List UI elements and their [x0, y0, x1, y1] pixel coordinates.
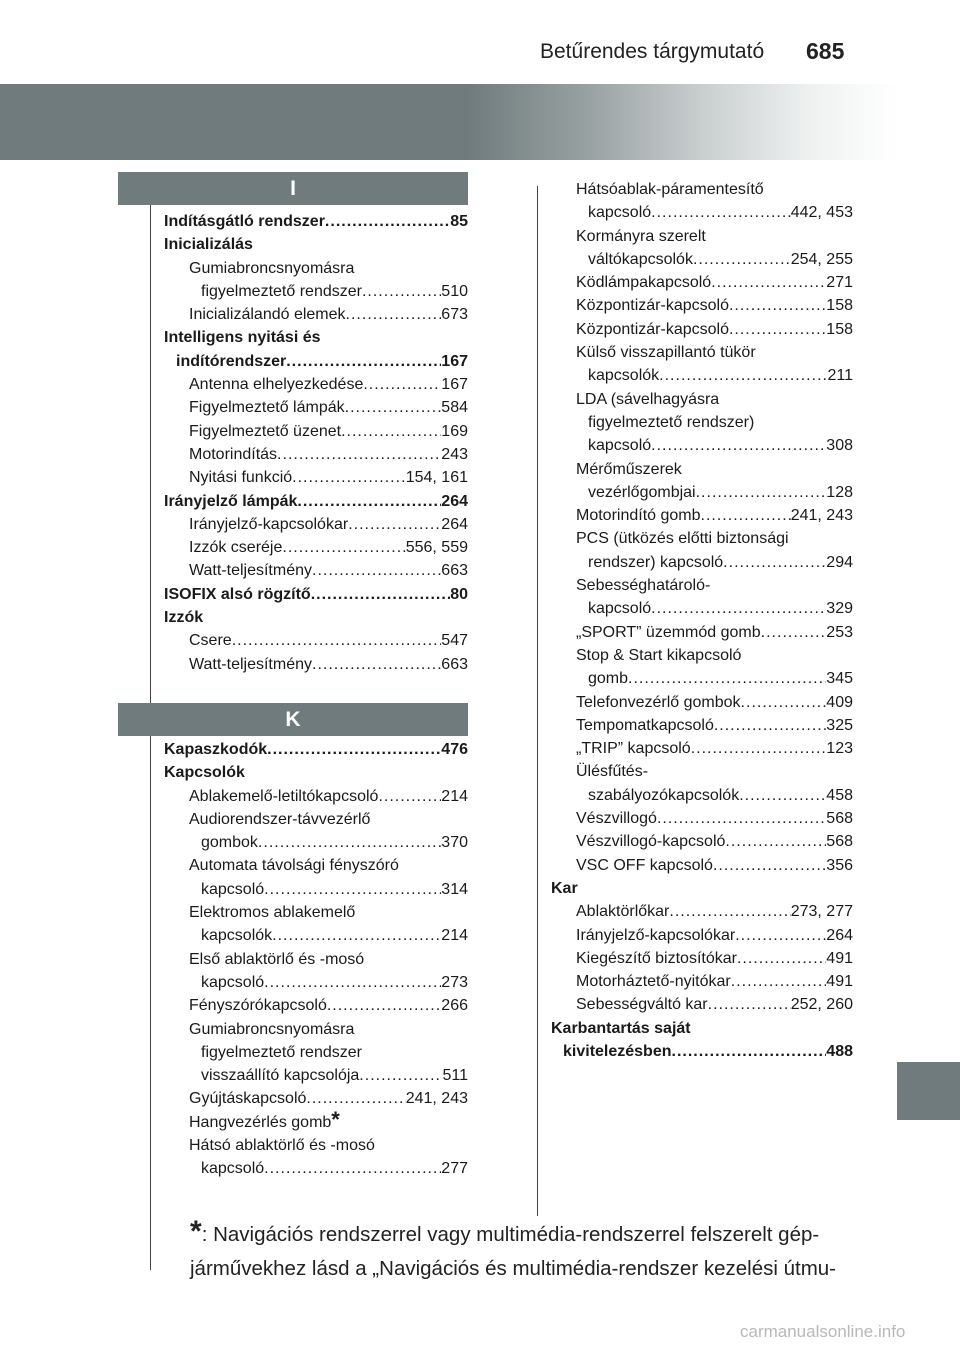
entry-text: VSC OFF kapcsoló	[576, 856, 713, 874]
entry-text: kapcsoló	[588, 204, 652, 222]
page-reference: 271	[826, 274, 853, 292]
index-entry	[551, 411, 853, 434]
dot-leader	[264, 1157, 441, 1180]
entry-text: szabályozókapcsolók	[588, 786, 740, 804]
dot-leader	[723, 551, 826, 574]
entry-text: ISOFIX alsó rögzítő	[164, 585, 311, 603]
dot-leader	[741, 691, 827, 714]
index-entry	[164, 350, 468, 373]
index-entry	[164, 1134, 468, 1157]
index-entry	[164, 536, 468, 559]
index-entry	[551, 434, 853, 457]
dot-leader	[327, 994, 441, 1017]
entry-text: Fényszórókapcsoló	[189, 997, 327, 1015]
dot-leader	[725, 830, 826, 853]
entry-text: kapcsoló	[201, 1160, 265, 1178]
page-reference: 277	[441, 1160, 468, 1178]
dot-leader	[701, 504, 791, 527]
index-entry	[551, 551, 853, 574]
page-reference: 476	[441, 741, 468, 758]
index-entry	[164, 513, 468, 536]
index-entry	[164, 373, 468, 396]
index-entry	[164, 994, 468, 1017]
entry-text: Karbantartás saját	[551, 1019, 691, 1037]
page-reference: 128	[826, 483, 853, 501]
page-reference: 243	[441, 445, 468, 463]
page-reference: 556, 559	[405, 539, 468, 557]
page-reference: 214	[441, 927, 468, 945]
dot-leader	[297, 490, 441, 513]
page-reference: 264	[441, 515, 468, 533]
dot-leader	[739, 784, 826, 807]
index-entry	[551, 481, 853, 504]
dot-leader	[651, 434, 826, 457]
page-reference: 264	[441, 492, 468, 510]
dot-leader	[729, 294, 826, 317]
dot-leader	[659, 364, 827, 387]
index-entry	[551, 341, 853, 364]
entry-text: Ablakemelő-letiltókapcsoló	[189, 787, 379, 805]
dot-leader	[669, 900, 790, 923]
running-header-title: Betűrendes tárgymutató	[540, 40, 765, 63]
page-reference: 158	[826, 297, 853, 315]
entry-text: Kapaszkodók	[164, 741, 268, 758]
page-reference: 294	[826, 553, 853, 571]
index-entry	[551, 574, 853, 597]
entry-text: Gumiabroncsnyomásra	[189, 259, 355, 277]
dot-leader	[359, 1064, 442, 1087]
index-entry	[164, 443, 468, 466]
index-entry	[164, 924, 468, 947]
page-reference: 510	[441, 282, 468, 300]
page-reference: 673	[441, 306, 468, 324]
page-reference: 511	[442, 1067, 468, 1085]
index-entry	[551, 597, 853, 620]
entry-text: Antenna elhelyezkedése	[189, 376, 364, 394]
entry-text: Hangvezérlés gomb	[189, 1113, 332, 1131]
entry-text: Irányjelző-kapcsolókar	[576, 926, 736, 944]
entry-text: Központizár-kapcsoló	[576, 297, 729, 315]
dot-leader	[761, 621, 827, 644]
entry-text: Ablaktörlőkar	[576, 903, 670, 921]
page-reference: 314	[441, 880, 468, 898]
index-entry	[551, 760, 853, 783]
index-entry	[551, 737, 853, 760]
entry-text: rendszer) kapcsoló	[588, 553, 724, 571]
entry-text: váltókapcsolók	[588, 250, 693, 268]
index-entry	[551, 225, 853, 248]
page-reference: 370	[441, 834, 468, 852]
entry-text: Ülésfűtés-	[576, 763, 649, 781]
dot-leader	[672, 1040, 827, 1063]
page-reference: 547	[441, 632, 468, 650]
dot-leader	[737, 947, 826, 970]
entry-text: Kormányra szerelt	[576, 227, 706, 245]
column-rule-left	[150, 204, 151, 1270]
index-entry	[551, 667, 853, 690]
index-entry	[551, 294, 853, 317]
index-entry	[164, 901, 468, 924]
page-reference: 568	[826, 833, 853, 851]
entry-text: Külső visszapillantó tükör	[576, 344, 756, 362]
entry-text: Izzók	[164, 609, 204, 627]
dot-leader	[362, 280, 441, 303]
page-reference: 169	[441, 422, 468, 440]
dot-leader	[346, 303, 442, 326]
chapter-thumb-tab	[897, 1062, 960, 1120]
entry-text: Stop & Start kikapcsoló	[576, 646, 742, 664]
index-entry	[164, 831, 468, 854]
index-entry	[551, 900, 853, 923]
page-reference: 458	[826, 786, 853, 804]
dot-leader	[312, 653, 441, 676]
entry-text: Irányjelző lámpák	[164, 492, 298, 510]
entry-text: kapcsoló	[588, 437, 652, 455]
entry-text: Hátsóablak-páramentesítő	[576, 181, 764, 198]
footnote	[190, 1215, 870, 1286]
page-reference: 308	[826, 437, 853, 455]
header-band	[0, 84, 897, 160]
entry-text: Watt-teljesítmény	[189, 562, 312, 580]
page-reference: 266	[441, 997, 468, 1015]
page-reference: 345	[826, 670, 853, 688]
index-column-i	[164, 210, 468, 676]
page-reference: 584	[441, 399, 468, 417]
dot-leader	[264, 971, 441, 994]
column-rule-middle	[537, 186, 538, 1216]
page-reference: 488	[826, 1042, 853, 1060]
dot-leader	[282, 536, 405, 559]
dot-leader	[691, 737, 827, 760]
dot-leader	[693, 248, 791, 271]
index-entry	[551, 854, 853, 877]
page-reference: 214	[441, 787, 468, 805]
dot-leader	[363, 373, 441, 396]
entry-text: Vészvillogó-kapcsoló	[576, 833, 726, 851]
entry-text: kapcsoló	[201, 973, 265, 991]
dot-leader	[341, 420, 441, 443]
page-reference: 123	[826, 740, 853, 758]
entry-text: PCS (ütközés előtti biztonsági	[576, 530, 789, 548]
page-reference: 158	[826, 320, 853, 338]
dot-leader	[258, 831, 441, 854]
dot-leader	[348, 513, 441, 536]
entry-text: Nyitási funkció	[189, 469, 293, 487]
entry-text: Izzók cseréje	[189, 539, 283, 557]
entry-text: Motorindító gomb	[576, 507, 701, 525]
index-entry	[551, 807, 853, 830]
dot-leader	[286, 350, 441, 373]
index-entry	[164, 257, 468, 280]
index-entry	[164, 303, 468, 326]
entry-text: Sebességhatároló-	[576, 577, 711, 595]
index-entry	[164, 738, 468, 761]
page-reference: 273, 277	[790, 903, 853, 921]
index-column-right	[551, 178, 853, 1063]
dot-leader	[714, 714, 826, 737]
dot-leader	[657, 807, 826, 830]
dot-leader	[232, 629, 442, 652]
entry-text: kapcsolók	[588, 367, 660, 385]
page-number: 685	[806, 38, 845, 64]
entry-text: Gumiabroncsnyomásra	[189, 1020, 355, 1038]
entry-text: Motorháztető-nyitókar	[576, 973, 731, 991]
page-reference: 568	[826, 810, 853, 828]
entry-text: figyelmeztető rendszer	[201, 282, 362, 300]
page-reference: 252, 260	[790, 996, 853, 1014]
entry-text: Vészvillogó	[576, 810, 657, 828]
entry-text: figyelmeztető rendszer)	[588, 413, 755, 431]
index-entry	[164, 878, 468, 901]
index-entry	[551, 830, 853, 853]
dot-leader	[264, 878, 441, 901]
page-reference: 663	[441, 562, 468, 580]
footnote-line-1: : Navigációs rendszerrel vagy multimédia-rendszerrel felszerelt gép-	[201, 1223, 820, 1246]
index-entry	[164, 606, 468, 629]
page-reference: 491	[826, 949, 853, 967]
entry-text: gomb	[588, 670, 629, 688]
index-entry	[164, 583, 468, 606]
page-reference: 241, 243	[405, 1090, 468, 1108]
dot-leader	[378, 785, 441, 808]
page-reference: 154, 161	[405, 469, 468, 487]
dot-leader	[735, 924, 826, 947]
footnote-asterisk: *	[190, 1215, 202, 1248]
page-reference: 241, 243	[790, 507, 853, 525]
index-entry	[551, 691, 853, 714]
section-header-k: K	[118, 703, 468, 736]
index-entry	[164, 326, 468, 349]
index-entry	[164, 948, 468, 971]
index-entry	[551, 993, 853, 1016]
dot-leader	[696, 481, 827, 504]
page-reference: 211	[827, 367, 853, 385]
entry-text: kivitelezésben	[563, 1042, 672, 1060]
entry-text: Inicializálandó elemek	[189, 306, 346, 324]
index-entry	[164, 1087, 468, 1110]
index-entry	[551, 970, 853, 993]
index-entry	[551, 504, 853, 527]
dot-leader	[267, 738, 441, 761]
index-entry	[551, 877, 853, 900]
entry-text: indítórendszer	[176, 352, 287, 370]
index-entry	[551, 1017, 853, 1040]
entry-text: Hátsó ablaktörlő és -mosó	[189, 1137, 375, 1155]
section-header-i: I	[118, 172, 468, 205]
dot-leader	[651, 597, 826, 620]
entry-text: Irányjelző-kapcsolókar	[189, 515, 349, 533]
entry-text: Kar	[551, 879, 578, 897]
index-entry	[164, 233, 468, 256]
page-reference: 254, 255	[790, 250, 853, 268]
index-entry	[164, 785, 468, 808]
page-reference: 253	[826, 623, 853, 641]
page-reference: 442, 453	[790, 204, 853, 222]
entry-text: kapcsoló	[588, 600, 652, 618]
entry-text: Első ablaktörlő és -mosó	[189, 950, 365, 968]
entry-text: Figyelmeztető üzenet	[189, 422, 342, 440]
index-entry	[551, 527, 853, 550]
entry-text: Csere	[189, 632, 232, 650]
entry-text: Automata távolsági fényszóró	[189, 857, 399, 875]
page-reference: 273	[441, 973, 468, 991]
entry-text: Indításgátló rendszer	[164, 213, 325, 230]
index-entry	[164, 629, 468, 652]
index-entry	[164, 808, 468, 831]
page-reference: 325	[826, 716, 853, 734]
index-entry	[164, 653, 468, 676]
entry-text: figyelmeztető rendszer	[201, 1043, 362, 1061]
dot-leader	[651, 201, 791, 224]
dot-leader	[713, 854, 826, 877]
dot-leader	[292, 466, 406, 489]
entry-text: Központizár-kapcsoló	[576, 320, 729, 338]
index-entry	[164, 1041, 468, 1064]
entry-text: LDA (sávelhagyásra	[576, 390, 720, 408]
dot-leader	[325, 210, 450, 233]
entry-text: visszaállító kapcsolója	[201, 1067, 360, 1085]
entry-text: Elektromos ablakemelő	[189, 904, 356, 922]
entry-text: Kiegészítő biztosítókar	[576, 949, 737, 967]
index-entry	[164, 1018, 468, 1041]
entry-text: Kapcsolók	[164, 764, 245, 782]
index-entry	[164, 420, 468, 443]
index-entry	[551, 924, 853, 947]
index-entry	[164, 210, 468, 233]
index-entry	[164, 280, 468, 303]
dot-leader	[272, 924, 441, 947]
entry-text: Sebességváltó kar	[576, 996, 708, 1014]
footnote-line-2: járművekhez lásd a „Navigációs és multimédia-rendszer kezelési útmu-	[190, 1257, 837, 1280]
index-entry	[551, 458, 853, 481]
entry-text: „SPORT” üzemmód gomb	[576, 623, 761, 641]
index-entry	[551, 248, 853, 271]
index-entry	[164, 761, 468, 784]
entry-text: Gyújtáskapcsoló	[189, 1090, 307, 1108]
index-entry	[551, 364, 853, 387]
entry-text: Motorindítás	[189, 445, 278, 463]
page-reference: 663	[441, 655, 468, 673]
page-reference: 329	[826, 600, 853, 618]
page-reference: 80	[450, 585, 468, 603]
index-entry	[551, 178, 853, 201]
index-entry	[164, 1064, 468, 1087]
dot-leader	[306, 1087, 405, 1110]
entry-text: gombok	[201, 834, 258, 852]
index-entry	[164, 396, 468, 419]
page-reference: 491	[826, 973, 853, 991]
index-entry	[551, 621, 853, 644]
index-entry	[551, 201, 853, 224]
dot-leader	[312, 559, 441, 582]
index-entry	[551, 714, 853, 737]
dot-leader	[277, 443, 441, 466]
entry-text: Figyelmeztető lámpák	[189, 399, 345, 417]
entry-text: Inicializálás	[164, 236, 253, 254]
entry-text: Watt-teljesítmény	[189, 655, 312, 673]
page-reference: 264	[826, 926, 853, 944]
index-entry	[551, 644, 853, 667]
entry-text: Audiorendszer-távvezérlő	[189, 810, 371, 828]
page-reference: 356	[826, 856, 853, 874]
index-entry	[164, 854, 468, 877]
index-entry	[551, 1040, 853, 1063]
page-reference: 167	[441, 376, 468, 394]
dot-leader	[731, 970, 827, 993]
entry-text: Intelligens nyitási és	[164, 329, 321, 347]
entry-text: „TRIP” kapcsoló	[576, 740, 691, 758]
index-entry	[164, 466, 468, 489]
entry-text: vezérlőgombjai	[588, 483, 696, 501]
entry-text: kapcsoló	[201, 880, 265, 898]
index-entry	[551, 318, 853, 341]
entry-text: Tempomatkapcsoló	[576, 716, 714, 734]
dot-leader	[729, 318, 826, 341]
dot-leader	[311, 583, 451, 606]
entry-text: Mérőműszerek	[576, 460, 682, 478]
index-entry	[164, 971, 468, 994]
dot-leader	[711, 271, 826, 294]
entry-text: kapcsolók	[201, 927, 273, 945]
page-reference: 409	[826, 693, 853, 711]
index-entry	[164, 559, 468, 582]
index-entry	[164, 490, 468, 513]
entry-text: Telefonvezérlő gombok	[576, 693, 741, 711]
watermark: carmanualsonline.info	[740, 1322, 906, 1341]
index-column-k	[164, 738, 468, 1181]
index-entry	[164, 1157, 468, 1180]
page-reference: 167	[441, 352, 468, 370]
index-entry	[551, 947, 853, 970]
dot-leader	[708, 993, 791, 1016]
dot-leader	[345, 396, 442, 419]
dot-leader	[628, 667, 826, 690]
page-reference: 85	[450, 213, 468, 230]
index-entry	[551, 388, 853, 411]
index-entry	[551, 784, 853, 807]
entry-text: Ködlámpakapcsoló	[576, 274, 712, 292]
index-entry	[551, 271, 853, 294]
index-entry: Hangvezérlés gomb *	[164, 1111, 468, 1134]
